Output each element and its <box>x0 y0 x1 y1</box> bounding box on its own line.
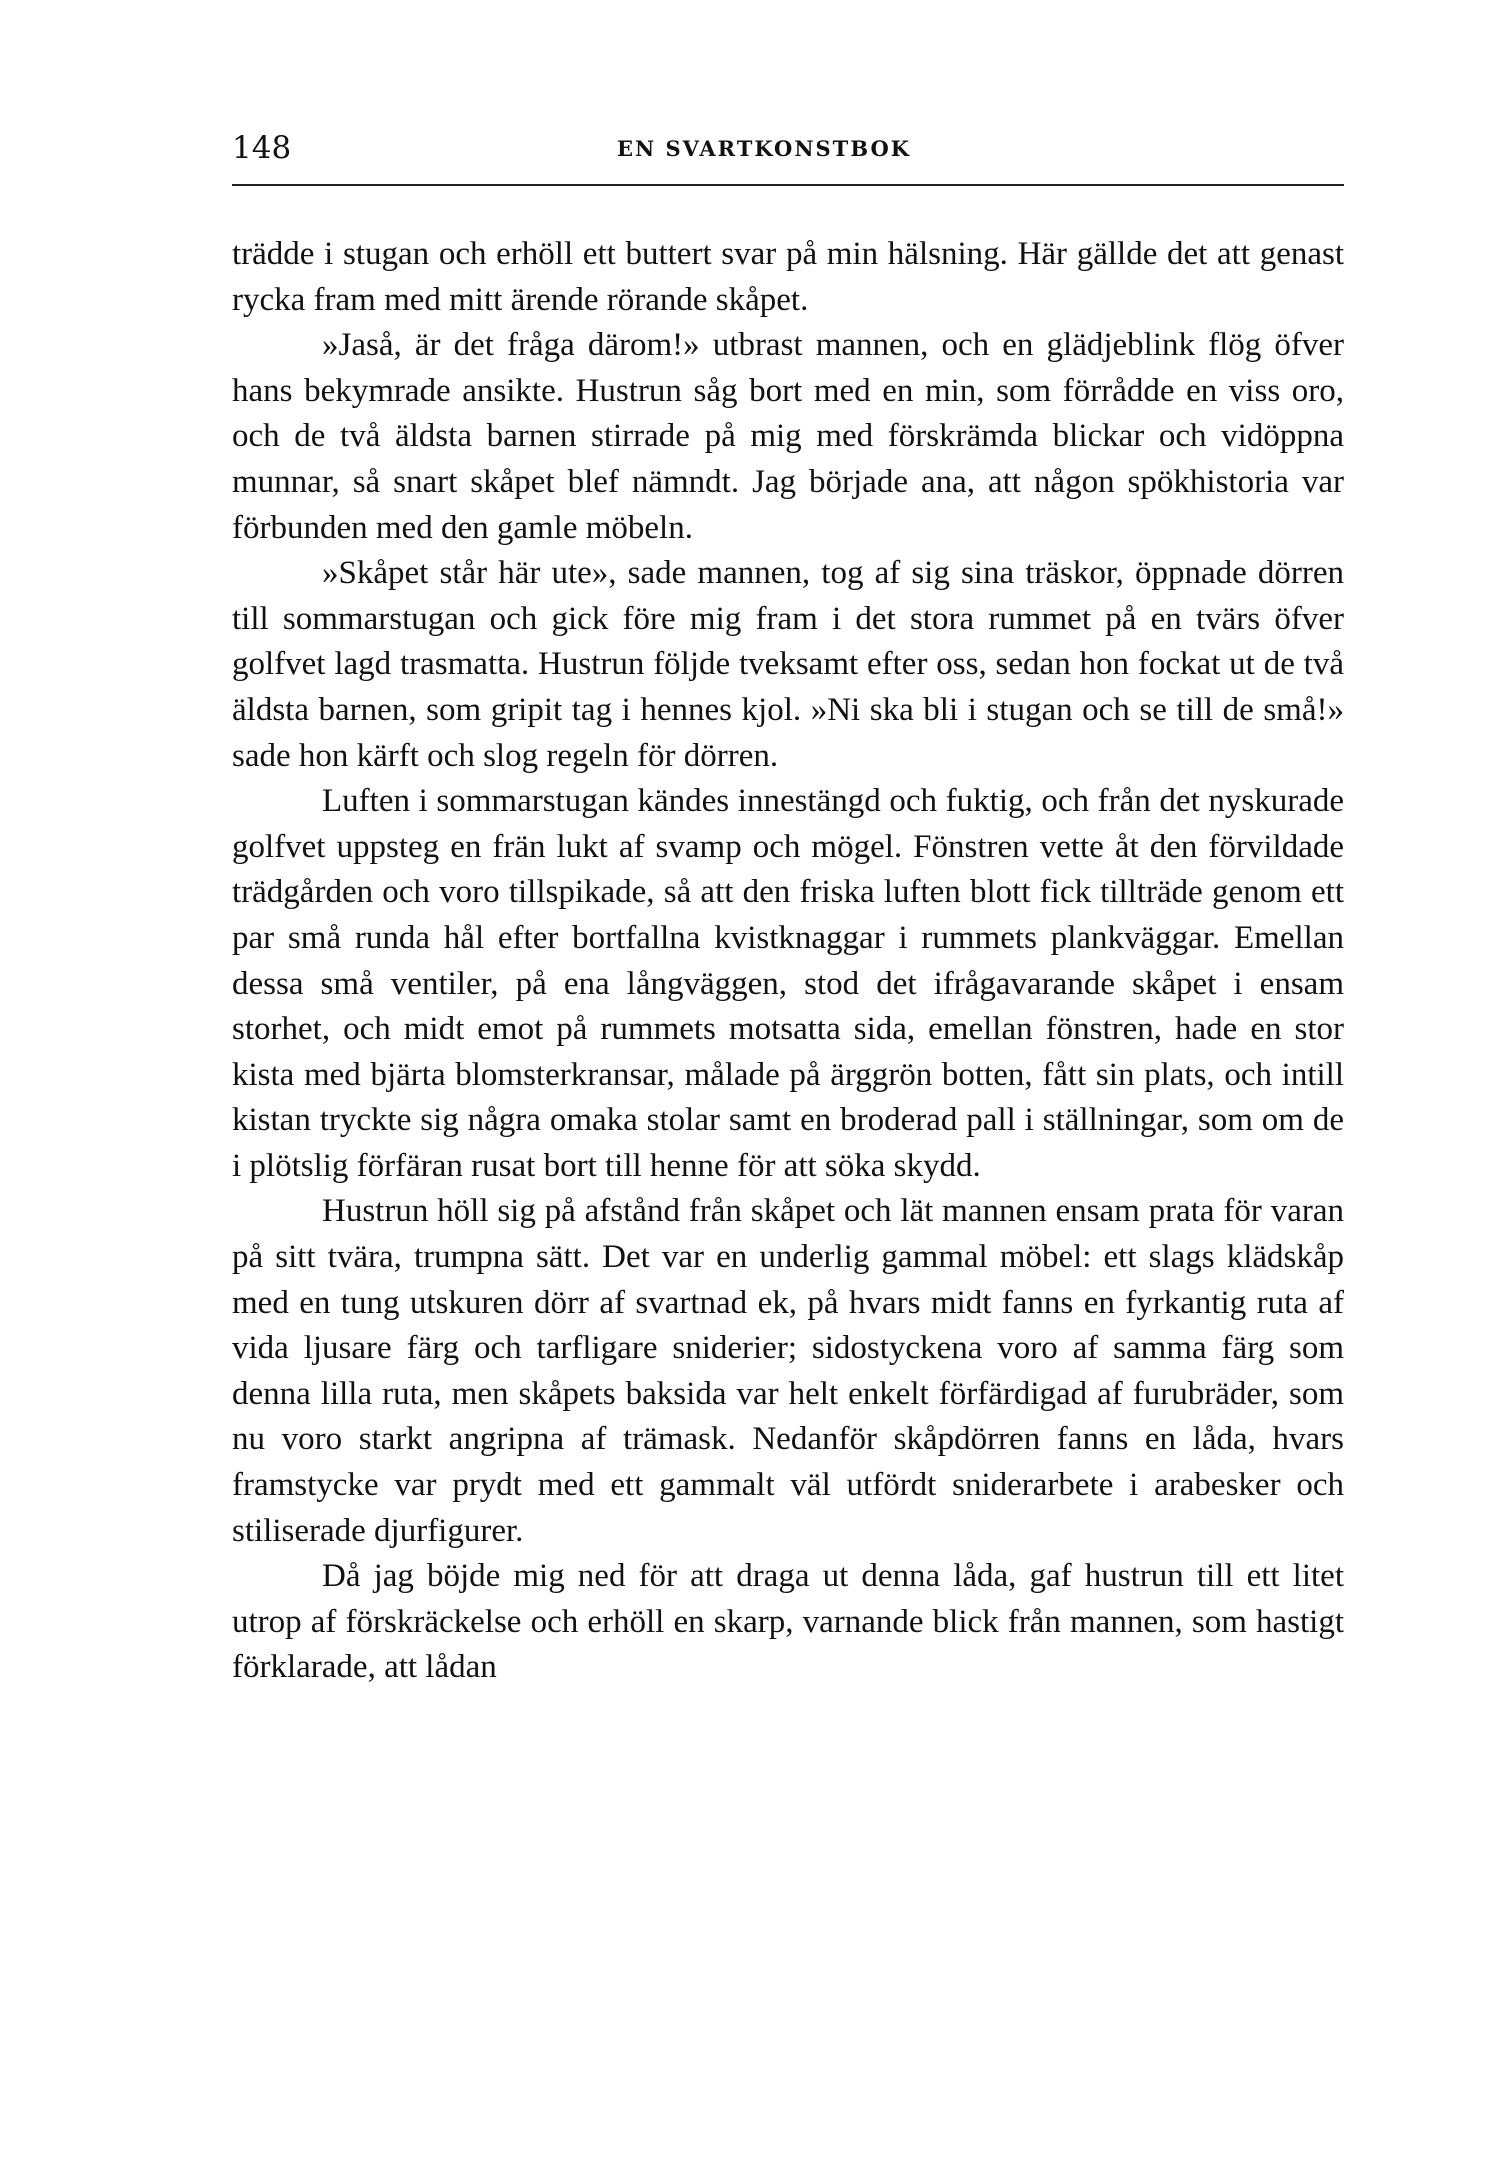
running-title: EN SVARTKONSTBOK <box>617 136 911 161</box>
body-text <box>232 232 1344 1691</box>
paragraph-6: Då jag böjde mig ned för att draga ut denna låda, gaf hustrun till ett litet utrop af förskräckelse och erhöll en skarp, varnande blick från mannen, som hastigt förklarade, att lådan <box>232 1558 1344 1686</box>
page-header <box>232 128 1344 178</box>
paragraph-4: Luften i sommarstugan kändes innestängd och fuktig, och från det nyskurade golfvet uppsteg en frän lukt af svamp och mögel. Fönstren vette åt den förvildade trädgården och voro tillspikade, så att den friska luften blott fick tillträde genom ett par små runda hål efter bortfallna kvistknaggar i rummets plankväggar. Emellan dessa små ventiler, på ena långväggen, stod det ifrågavarande skåpet i ensam storhet, och midt emot på rummets motsatta sida, emellan fönstren, hade en stor kista med bjärta blomsterkransar, målade på ärggrön botten, fått sin plats, och intill kistan tryckte sig några omaka stolar samt en broderad pall i ställningar, som om de i plötslig förfäran rusat bort till henne för att söka skydd. <box>232 783 1344 1184</box>
paragraph-1: trädde i stugan och erhöll ett buttert svar på min hälsning. Här gällde det att genast rycka fram med mitt ärende rörande skåpet. <box>232 236 1344 318</box>
paragraph-3: »Skåpet står här ute», sade mannen, tog af sig sina träskor, öppnade dörren till sommarstugan och gick före mig fram i det stora rummet på en tvärs öfver golfvet lagd trasmatta. Hustrun följde tveksamt efter oss, sedan hon fockat ut de två äldsta barnen, som gripit tag i hennes kjol. »Ni ska bli i stugan och se till de små!» sade hon kärft och slog regeln för dörren. <box>232 555 1344 774</box>
paragraph-2: »Jaså, är det fråga därom!» utbrast mannen, och en glädjeblink flög öfver hans bekymrade ansikte. Hustrun såg bort med en min, som förrådde en viss oro, och de två äldsta barnen stirrade på mig med förskrämda blickar och vidöppna munnar, så snart skåpet blef nämndt. Jag började ana, att någon spökhistoria var förbunden med den gamle möbeln. <box>232 327 1344 546</box>
page-number: 148 <box>232 130 292 166</box>
paragraph-5: Hustrun höll sig på afstånd från skåpet och lät mannen ensam prata för varan på sitt tvära, trumpna sätt. Det var en underlig gammal möbel: ett slags klädskåp med en tung utskuren dörr af svartnad ek, på hvars midt fanns en fyrkantig ruta af vida ljusare färg och tarfligare sniderier; sidostyckena voro af samma färg som denna lilla ruta, men skåpets baksida var helt enkelt förfärdigad af furubräder, som nu voro starkt angripna af trämask. Nedanför skåpdörren fanns en låda, hvars framstycke var prydt med ett gammalt väl utfördt sniderarbete i arabesker och stiliserade djurfigurer. <box>232 1193 1344 1549</box>
header-rule <box>232 184 1344 186</box>
